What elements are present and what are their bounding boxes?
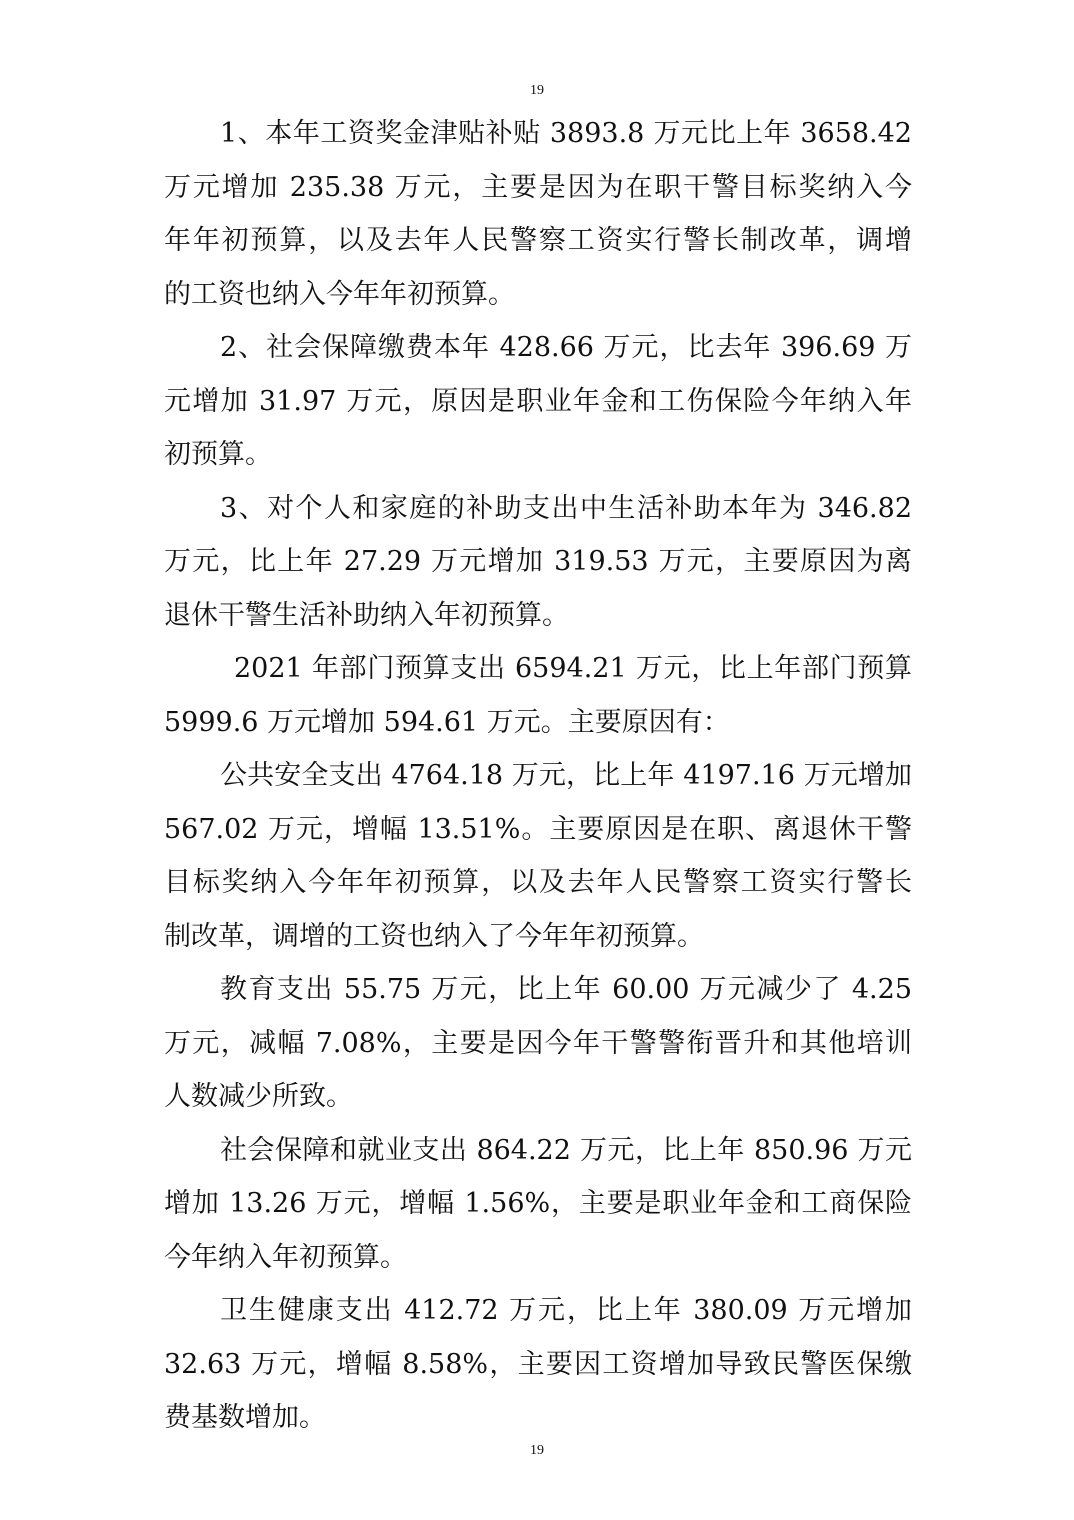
text-line: 增加 13.26 万元，增幅 1.56%，主要是职业年金和工商保险: [164, 1188, 912, 1219]
text-line: 社会保障和就业支出 864.22 万元，比上年 850.96 万元: [220, 1134, 912, 1166]
text-line: 教育支出 55.75 万元，比上年 60.00 万元减少了 4.25: [220, 974, 912, 1005]
page-number-bottom: 19: [530, 1443, 544, 1458]
text-line: 元增加 31.97 万元，原因是职业年金和工伤保险今年纳入年: [164, 385, 912, 417]
text-line: 费基数增加。: [164, 1402, 326, 1433]
text-line: 万元，比上年 27.29 万元增加 319.53 万元，主要原因为离: [164, 546, 912, 577]
text-line: 目标奖纳入今年年初预算，以及去年人民警察工资实行警长: [164, 867, 912, 898]
text-line: 5999.6 万元增加 594.61 万元。主要原因有：: [164, 706, 730, 738]
text-line: 3、对个人和家庭的补助支出中生活补助本年为 346.82: [220, 492, 912, 524]
text-line: 567.02 万元，增幅 13.51%。主要原因是在职、离退休干警: [164, 813, 912, 845]
text-line: 退休干警生活补助纳入年初预算。: [164, 599, 569, 631]
text-line: 制改革，调增的工资也纳入了今年年初预算。: [164, 920, 704, 952]
text-line: 人数减少所致。: [164, 1081, 353, 1112]
text-line: 2、社会保障缴费本年 428.66 万元，比去年 396.69 万: [220, 332, 912, 363]
text-line: 万元增加 235.38 万元，主要是因为在职干警目标奖纳入今: [164, 171, 912, 203]
document-body: [164, 107, 912, 1445]
text-line: 年年初预算，以及去年人民警察工资实行警长制改革，调增: [164, 225, 912, 256]
text-line: 卫生健康支出 412.72 万元，比上年 380.09 万元增加: [220, 1295, 912, 1326]
text-line: 32.63 万元，增幅 8.58%，主要因工资增加导致民警医保缴: [164, 1348, 912, 1380]
text-line: 的工资也纳入今年年初预算。: [164, 278, 515, 310]
text-line: 今年纳入年初预算。: [164, 1241, 407, 1273]
page-number-top: 19: [530, 83, 544, 98]
text-line: 2021 年部门预算支出 6594.21 万元，比上年部门预算: [234, 653, 912, 684]
text-line: 公共安全支出 4764.18 万元，比上年 4197.16 万元增加: [220, 760, 912, 791]
text-line: 万元，减幅 7.08%，主要是因今年干警警衔晋升和其他培训: [164, 1027, 912, 1059]
text-line: 1、本年工资奖金津贴补贴 3893.8 万元比上年 3658.42: [220, 118, 912, 149]
text-line: 初预算。: [164, 439, 272, 470]
